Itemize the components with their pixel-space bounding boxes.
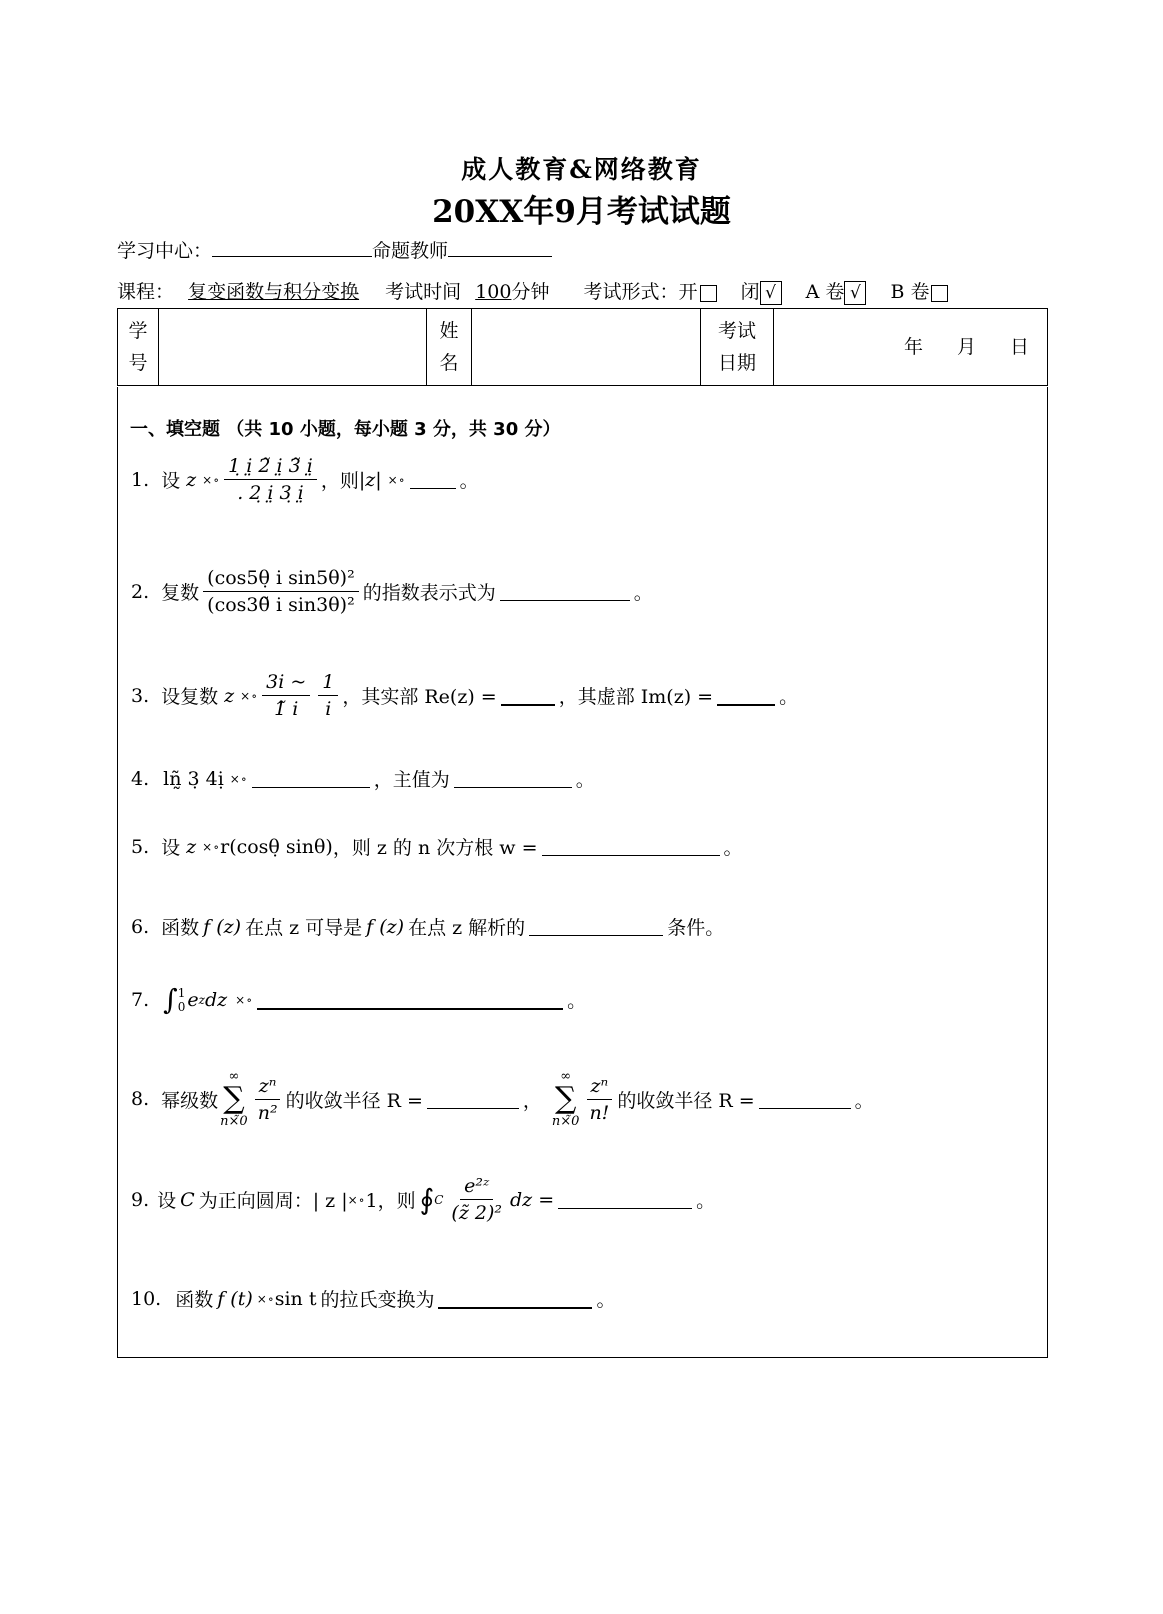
answer-blank-1[interactable] xyxy=(410,470,456,489)
answer-blank-9[interactable] xyxy=(558,1190,692,1209)
answer-blank-10[interactable] xyxy=(438,1289,592,1309)
answer-blank-4a[interactable] xyxy=(252,769,370,788)
student-info-table xyxy=(117,308,1048,386)
closed-checkbox[interactable]: √ xyxy=(760,281,782,305)
exam-time-label: 考试时间 xyxy=(385,281,462,303)
question-3: 3. 设复数 z ×∘ $\frac{3i \sim}{1̃ i}$ $\frac{1}{i}$ ，其实部 Re(z) = ，其虚部 Im(z) = 。 xyxy=(131,671,799,720)
exam-org-title: 成人教育&网络教育 xyxy=(461,155,702,184)
answer-blank-3b[interactable] xyxy=(717,686,775,706)
exam-title: 20XX年9月考试试题 xyxy=(432,194,731,230)
answer-blank-5[interactable] xyxy=(542,837,720,856)
answer-blank-8b[interactable] xyxy=(759,1090,851,1109)
study-center-label: 学习中心： xyxy=(117,240,213,262)
answer-blank-8a[interactable] xyxy=(427,1090,519,1109)
exam-date-label: 考试 日期 xyxy=(701,309,774,386)
student-id-label: 学 号 xyxy=(118,309,159,386)
paper-b-label: B 卷 xyxy=(890,281,930,303)
course-label: 课程： xyxy=(117,281,175,303)
section-title: 一、填空题 （共 10 小题，每小题 3 分，共 30 分） xyxy=(130,419,561,440)
exam-form-label: 考试形式：开 xyxy=(583,281,698,303)
paper-a-checkbox[interactable]: √ xyxy=(844,281,866,305)
answer-blank-2[interactable] xyxy=(500,582,630,601)
course-name: 复变函数与积分变换 xyxy=(188,281,360,303)
answer-blank-6[interactable] xyxy=(529,917,663,936)
paper-b-checkbox[interactable] xyxy=(931,285,948,302)
open-checkbox[interactable] xyxy=(700,285,717,302)
question-1: 1. 设 z ×∘ $\frac{1̣ i̤ 2̃ i̤ 3̃ i̤}{. 2̣ i̤ 3̣ i̤}$ ，则 |z| ×∘ 。 xyxy=(131,455,479,504)
closed-label: 闭 xyxy=(740,281,760,303)
answer-blank-7[interactable] xyxy=(257,990,563,1010)
question-4: 4. lñ̰ 3̣ 4ị ×∘ ，主值为 。 xyxy=(131,767,595,791)
info-line-1 xyxy=(117,236,552,263)
question-10: 10. 函数 f (t) ×∘ sin t 的拉氏变换为 。 xyxy=(131,1287,616,1311)
question-5: 5. 设 z ×∘ r(cosθ̣ sinθ) ，则 z 的 n 次方根 w = 。 xyxy=(131,835,743,859)
teacher-field[interactable] xyxy=(448,236,552,257)
student-id-field[interactable] xyxy=(159,309,427,386)
exam-time-unit: 分钟 xyxy=(511,281,550,303)
question-6: 6. 函数 f (z) 在点 z 可导是 f (z) 在点 z 解析的 条件。 xyxy=(131,915,725,939)
question-9: 9. 设 C 为正向圆周：| z | ×∘ 1，则 ∮ C $\frac{\text{e²ᶻ}}{\text{(z̃ 2)²}}$ dz = 。 xyxy=(131,1175,716,1224)
student-name-label: 姓 名 xyxy=(427,309,472,386)
answer-blank-4b[interactable] xyxy=(454,769,572,788)
questions-area xyxy=(117,387,1048,1358)
question-2: 2. 复数 $\frac{\text{(cos5θ̣ i sin5θ)²}}{\text{(cos3θ̃ i sin3θ)²}}$ 的指数表示式为 。 xyxy=(131,567,653,616)
question-8: 8. 幂级数 ∞ ∑ n×̃0 $\frac{\text{zⁿ}}{\text{n²}}$ 的收敛半径 R = ， ∞ ∑ n×̃0 $\frac{\text{zⁿ}}{n!}$ 的收敛半径 R = 。 xyxy=(131,1069,874,1129)
exam-time-value: 100 xyxy=(475,281,512,303)
student-name-field[interactable] xyxy=(472,309,701,386)
question-7: 7. ∫ 1 0 e z dz ×∘ 。 xyxy=(131,983,587,1016)
answer-blank-3a[interactable] xyxy=(501,686,555,706)
info-line-2 xyxy=(117,277,948,305)
paper-a-label: A 卷 xyxy=(805,281,845,303)
study-center-field[interactable] xyxy=(212,236,372,257)
exam-date-field[interactable]: 年 月 日 xyxy=(774,309,1048,386)
teacher-label: 命题教师 xyxy=(372,240,449,262)
